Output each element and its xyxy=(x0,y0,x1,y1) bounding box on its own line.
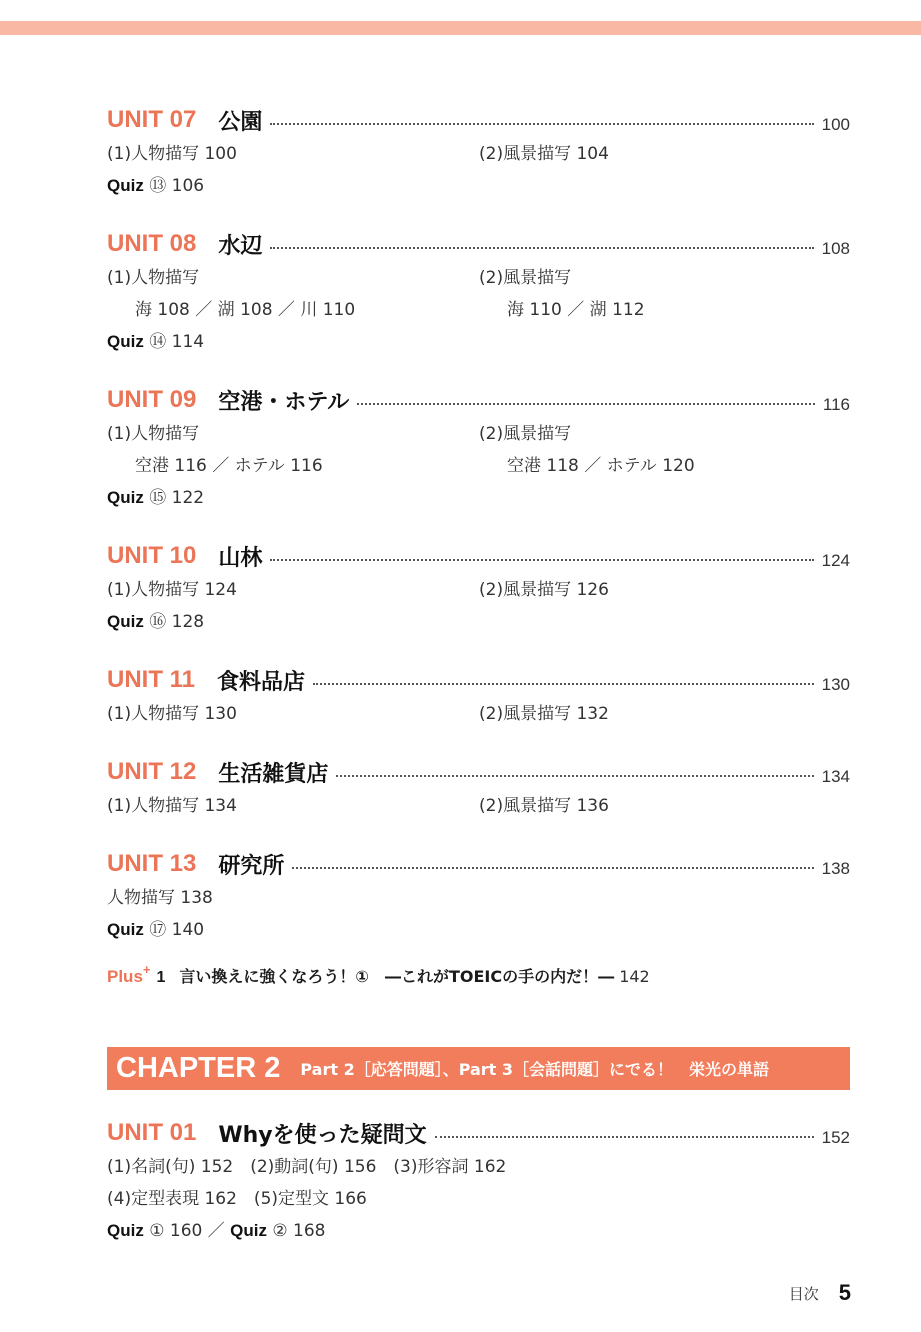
subsection-row xyxy=(107,1151,850,1183)
quiz-row xyxy=(107,482,850,514)
unit-name: 山林 xyxy=(218,545,263,571)
unit-name: Whyを使った疑問文 xyxy=(218,1122,427,1148)
quiz-page: ⑭ 114 xyxy=(143,332,205,352)
subsection-entry: (2)風景描写 xyxy=(479,424,572,444)
quiz-label: Quiz xyxy=(107,1221,144,1240)
plus-page: 142 xyxy=(614,967,650,986)
unit-page: 124 xyxy=(821,551,850,570)
toc-unit[interactable] xyxy=(107,538,850,638)
unit-number: UNIT 09 xyxy=(107,386,197,413)
unit-page: 108 xyxy=(821,239,850,258)
unit-title-row xyxy=(107,102,850,138)
subsection-entry: (1)人物描写 xyxy=(107,424,200,444)
footer-label: 目次 xyxy=(788,1284,819,1303)
chapter-title: CHAPTER 2 xyxy=(116,1052,281,1084)
unit-name: 食料品店 xyxy=(217,669,306,695)
subsection-detail: 海 108 ／ 湖 108 ／ 川 110 xyxy=(135,300,356,320)
unit-number: UNIT 10 xyxy=(107,542,197,569)
subsection-entry: (1)人物描写 134 xyxy=(107,796,237,816)
unit-page: 100 xyxy=(821,115,850,134)
quiz-label: Quiz xyxy=(230,1221,267,1240)
dot-leader xyxy=(292,867,813,869)
quiz-label: Quiz xyxy=(107,488,144,507)
toc-unit[interactable] xyxy=(107,754,850,822)
quiz-label: Quiz xyxy=(107,612,144,631)
quiz-label: Quiz xyxy=(107,332,144,351)
quiz-page: ⑮ 122 xyxy=(143,488,205,508)
unit-page: 138 xyxy=(821,859,850,878)
unit-name: 研究所 xyxy=(218,853,285,879)
toc-unit[interactable] xyxy=(107,662,850,730)
unit-name: 水辺 xyxy=(218,233,263,259)
unit-title-row xyxy=(107,754,850,790)
page-number: 5 xyxy=(838,1280,851,1305)
quiz-row xyxy=(107,914,850,946)
plus-title: 言い換えに強くなろう！① ―これがTOEICの手の内だ！― xyxy=(179,967,615,986)
dot-leader xyxy=(270,559,813,561)
chapter-heading xyxy=(107,1047,850,1090)
unit-name: 公園 xyxy=(218,109,263,135)
subsection-row xyxy=(107,790,850,822)
subsection-row xyxy=(107,418,850,450)
unit-number: UNIT 12 xyxy=(107,758,197,785)
unit-title-row xyxy=(107,846,850,882)
chapter-subtitle: Part 2［応答問題］、Part 3［会話問題］にでる！ 栄光の単語 xyxy=(300,1060,770,1079)
subsection-entry: (1)人物描写 130 xyxy=(107,704,237,724)
subsection-detail: 海 110 ／ 湖 112 xyxy=(507,300,645,320)
subsection-entry: (2)風景描写 132 xyxy=(479,704,609,724)
unit-title-row xyxy=(107,1115,850,1151)
unit-number: UNIT 01 xyxy=(107,1119,197,1146)
unit-page: 152 xyxy=(821,1128,850,1147)
subsection-row xyxy=(107,882,850,914)
subsection-entry: (2)風景描写 xyxy=(479,268,572,288)
quiz-entry xyxy=(107,606,204,638)
subsection-entry: (2)風景描写 104 xyxy=(479,144,609,164)
unit-title-row xyxy=(107,538,850,574)
quiz-page: ⑬ 106 xyxy=(143,176,205,196)
subsection-row xyxy=(107,294,850,326)
quiz-page: ① 160 ／ xyxy=(143,1221,231,1241)
unit-number: UNIT 13 xyxy=(107,850,197,877)
quiz-entries xyxy=(107,1215,326,1247)
subsection-row xyxy=(107,450,850,482)
plus-number: 1 xyxy=(156,969,166,986)
unit-page: 116 xyxy=(822,395,850,414)
plus-entry[interactable] xyxy=(107,962,850,993)
unit-name: 空港・ホテル xyxy=(218,389,350,415)
unit-number: UNIT 11 xyxy=(107,666,196,693)
subsection-entry: (1)名詞(句) 152 (2)動詞(句) 156 (3)形容詞 162 xyxy=(107,1157,507,1177)
dot-leader xyxy=(336,775,813,777)
subsection-entry: (1)人物描写 xyxy=(107,268,200,288)
quiz-row xyxy=(107,326,850,358)
unit-number: UNIT 07 xyxy=(107,106,197,133)
quiz-row xyxy=(107,606,850,638)
subsection-row xyxy=(107,262,850,294)
dot-leader xyxy=(357,403,815,405)
subsection-row xyxy=(107,138,850,170)
dot-leader xyxy=(435,1136,814,1138)
unit-number: UNIT 08 xyxy=(107,230,197,257)
dot-leader xyxy=(270,247,813,249)
subsection-entry: 人物描写 138 xyxy=(107,888,213,908)
quiz-row xyxy=(107,170,850,202)
unit-title-row xyxy=(107,382,850,418)
plus-label: Plus xyxy=(107,967,143,986)
unit-page: 130 xyxy=(821,675,850,694)
quiz-row xyxy=(107,1215,850,1247)
toc-unit[interactable] xyxy=(107,226,850,358)
subsection-detail: 空港 118 ／ ホテル 120 xyxy=(507,456,695,476)
subsection-entry: (2)風景描写 136 xyxy=(479,796,609,816)
quiz-label: Quiz xyxy=(107,176,144,195)
subsection-entry: (1)人物描写 124 xyxy=(107,580,237,600)
subsection-row xyxy=(107,698,850,730)
toc-unit[interactable] xyxy=(107,102,850,202)
dot-leader xyxy=(313,683,814,685)
unit-page: 134 xyxy=(821,767,850,786)
subsection-row xyxy=(107,574,850,606)
subsection-detail: 空港 116 ／ ホテル 116 xyxy=(135,456,323,476)
quiz-entry xyxy=(107,914,204,946)
unit-title-row xyxy=(107,226,850,262)
subsection-row xyxy=(107,1183,850,1215)
quiz-page: ⑰ 140 xyxy=(143,920,205,940)
quiz-entry xyxy=(107,170,204,202)
quiz-label: Quiz xyxy=(107,920,144,939)
top-decorative-bar xyxy=(0,21,921,35)
quiz-entry xyxy=(107,326,204,358)
page-footer xyxy=(789,1280,851,1306)
unit-name: 生活雑貨店 xyxy=(218,761,329,787)
quiz-entry xyxy=(107,482,204,514)
plus-superscript: + xyxy=(142,962,151,977)
quiz-page: ⑯ 128 xyxy=(143,612,205,632)
unit-title-row xyxy=(107,662,850,698)
toc-unit-ch2-01[interactable] xyxy=(107,1115,850,1247)
subsection-entry: (4)定型表現 162 (5)定型文 166 xyxy=(107,1189,367,1209)
subsection-entry: (1)人物描写 100 xyxy=(107,144,237,164)
toc-unit[interactable] xyxy=(107,846,850,946)
dot-leader xyxy=(270,123,813,125)
quiz-page: ② 168 xyxy=(267,1221,326,1241)
toc-unit[interactable] xyxy=(107,382,850,514)
subsection-entry: (2)風景描写 126 xyxy=(479,580,609,600)
